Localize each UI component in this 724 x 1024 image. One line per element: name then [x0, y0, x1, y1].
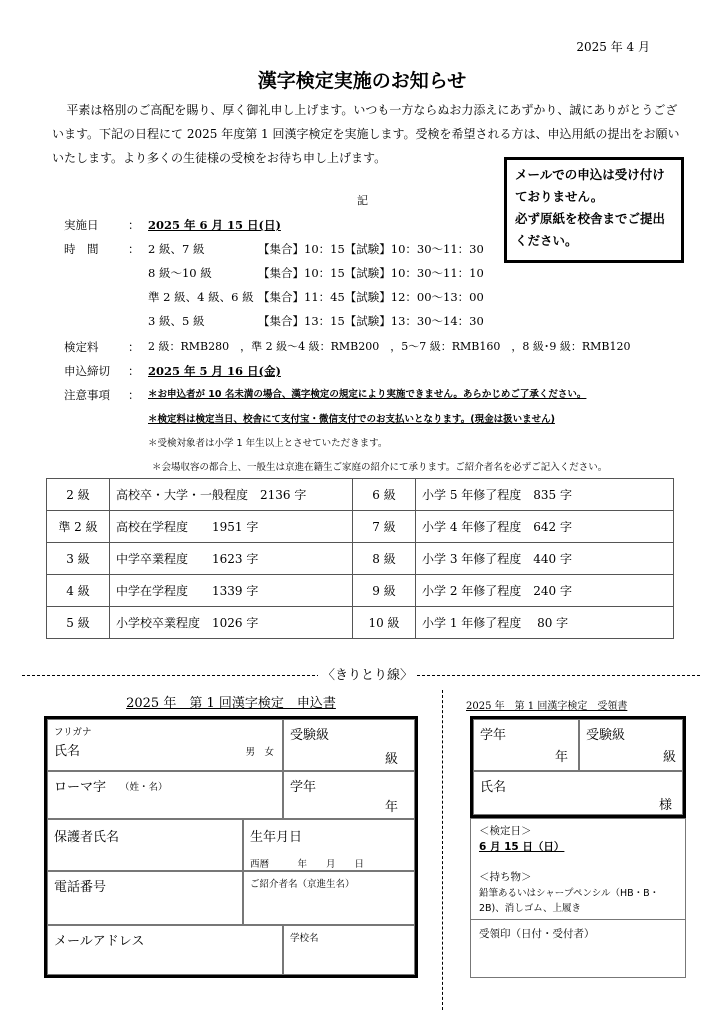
notice-line: ください。 — [515, 233, 578, 248]
receipt-school-year-field[interactable] — [473, 719, 579, 771]
receipt-name-label: 氏名 — [480, 780, 507, 795]
time-label: 時 間 — [64, 242, 99, 256]
level-grade: 5 級 — [47, 607, 110, 639]
kyu-unit: 級 — [384, 752, 398, 767]
guardian-label: 保護者氏名 — [54, 830, 120, 845]
notes-row — [0, 435, 724, 453]
time-row — [0, 312, 724, 330]
notes-row — [0, 386, 724, 404]
romaji-label: ローマ字 — [54, 780, 107, 795]
fee-row — [0, 338, 724, 356]
level-description: 高校在学程度 1951 字 — [110, 511, 353, 543]
cut-label: 〈きりとり線〉 — [318, 664, 417, 683]
romaji-field[interactable] — [47, 771, 283, 819]
email-label: メールアドレス — [54, 934, 145, 949]
receipt-date-heading: ＜検定日＞ — [479, 825, 532, 837]
level-grade: 10 級 — [353, 607, 416, 639]
receipt-items-line: 2B)、消しゴム、上履き — [479, 903, 582, 914]
level-description: 小学 5 年修了程度 835 字 — [416, 479, 674, 511]
levels-table — [46, 478, 674, 639]
table-row — [47, 543, 674, 575]
level-grade: 準 2 級 — [47, 511, 110, 543]
time-grades: 準 2 級、4 級、6 級 — [148, 290, 254, 304]
table-row — [47, 575, 674, 607]
note-item: ＊お申込者が 10 名未満の場合、漢字検定の規定により実施できません。あらかじめご了承ください。 — [148, 389, 587, 400]
receipt-form — [470, 716, 686, 818]
receipt-exam-grade-field[interactable] — [579, 719, 683, 771]
level-description: 小学 3 年修了程度 440 字 — [416, 543, 674, 575]
fee-value: 2 級：RMB280 ，準 2 級～4 級：RMB200 ，5～7 級：RMB160 ，8 級･9 級：RMB120 — [148, 340, 631, 353]
time-row — [0, 240, 724, 258]
email-field[interactable] — [47, 925, 283, 975]
birthday-label: 生年月日 — [250, 830, 303, 845]
exam-date-value: 2025 年 6 月 15 日(日) — [148, 218, 281, 232]
time-grades: 3 級、5 級 — [148, 314, 205, 328]
deadline-label: 申込締切 — [64, 364, 110, 378]
time-grades: 2 級、7 級 — [148, 242, 205, 256]
notes-row — [0, 459, 724, 477]
name-label: 氏名 — [54, 744, 81, 759]
issue-date: 2025 年 4 月 — [576, 40, 650, 54]
name-field[interactable] — [47, 719, 283, 771]
time-slot: 【集合】10：15【試験】10：30～11：30 — [258, 242, 484, 256]
level-grade: 9 級 — [353, 575, 416, 607]
school-name-label: 学校名 — [290, 933, 319, 944]
level-description: 高校卒・大学・一般程度 2136 字 — [110, 479, 353, 511]
furigana-label: フリガナ — [54, 727, 92, 738]
exam-date-row — [0, 216, 724, 234]
level-description: 小学 4 年修了程度 642 字 — [416, 511, 674, 543]
application-title — [46, 692, 416, 711]
fee-label: 検定料 — [64, 340, 99, 354]
level-description: 小学校卒業程度 1026 字 — [110, 607, 353, 639]
colon: ： — [128, 218, 140, 232]
note-item: ＊検定料は検定当日、校舎にて支付宝・微信支付でのお支払いとなります。(現金は扱いません) — [148, 414, 555, 425]
level-grade: 8 級 — [353, 543, 416, 575]
table-row — [47, 479, 674, 511]
level-grade: 7 級 — [353, 511, 416, 543]
receipt-exam-grade-label: 受験級 — [586, 728, 626, 743]
level-description: 中学卒業程度 1623 字 — [110, 543, 353, 575]
exam-grade-label: 受験級 — [290, 728, 330, 743]
level-description: 小学 2 年修了程度 240 字 — [416, 575, 674, 607]
deadline-value: 2025 年 5 月 16 日(金) — [148, 364, 281, 378]
colon: ： — [128, 340, 140, 354]
intro-paragraph: 平素は格別のご高配を賜り、厚く御礼申し上げます。いつも一方ならぬお力添えにあずかり、誠にありがとうございます。下記の日程にて 2025 年度第 1 回漢字検定を実施します。受検を希望される方は、申込用紙の提出をお願いいたします。より多くの生徒様の受検をお待ち申し上げます。 — [52, 103, 680, 165]
note-item: ＊会場収容の都合上、一般生は京進在籍生ご家庭の紹介にて承ります。ご紹介者名を必ずご記入ください。 — [152, 462, 608, 473]
time-row — [0, 264, 724, 282]
table-row — [47, 511, 674, 543]
time-slot: 【集合】10：15【試験】10：30～11：10 — [258, 266, 484, 280]
nen-unit: 年 — [384, 800, 398, 815]
receipt-info — [470, 818, 686, 978]
table-row — [47, 607, 674, 639]
receipt-school-year-label: 学年 — [480, 728, 507, 743]
school-year-label: 学年 — [290, 780, 317, 795]
phone-field[interactable] — [47, 871, 243, 925]
nen-unit: 年 — [554, 750, 568, 765]
sama-suffix: 様 — [658, 798, 672, 813]
level-grade: 2 級 — [47, 479, 110, 511]
exam-date-label: 実施日 — [64, 218, 99, 232]
referrer-field[interactable] — [243, 871, 415, 925]
kyu-unit: 級 — [662, 750, 676, 765]
receipt-date-value: 6 月 15 日（日） — [479, 841, 565, 853]
vertical-cut-line — [442, 690, 443, 1010]
receipt-stamp-field — [470, 919, 686, 978]
exam-grade-field[interactable] — [283, 719, 415, 771]
receipt-title: 2025 年 第 1 回漢字検定 受領書 — [466, 701, 628, 712]
time-row — [0, 288, 724, 306]
colon: ： — [128, 364, 140, 378]
romaji-sub: （姓・名） — [120, 782, 168, 793]
referrer-label: ご紹介者名（京進生名） — [250, 879, 355, 890]
application-form — [44, 716, 418, 978]
school-name-field[interactable] — [283, 925, 415, 975]
notes-label: 注意事項 — [64, 388, 110, 402]
receipt-items-line: 鉛筆あるいはシャープペンシル（HB・B・ — [479, 888, 660, 899]
application-title-text: 2025 年 第 1 回漢字検定 申込書 — [126, 696, 336, 711]
guardian-field[interactable] — [47, 819, 243, 871]
school-year-field[interactable] — [283, 771, 415, 819]
level-grade: 3 級 — [47, 543, 110, 575]
level-description: 小学 1 年修了程度 80 字 — [416, 607, 674, 639]
deadline-row — [0, 362, 724, 380]
phone-label: 電話番号 — [54, 880, 107, 895]
notice-line: メールでの申込は受け付け — [515, 167, 665, 182]
birthday-field[interactable] — [243, 819, 415, 871]
birthday-format: 西暦 年 月 日 — [250, 859, 365, 870]
notice-line: ておりません。 — [515, 189, 604, 204]
level-grade: 6 級 — [353, 479, 416, 511]
colon: ： — [128, 388, 140, 402]
colon: ： — [128, 242, 140, 256]
notes-row — [0, 411, 724, 429]
receipt-stamp-label: 受領印（日付・受付者） — [479, 928, 595, 940]
time-slot: 【集合】13：15【試験】13：30～14：30 — [258, 314, 484, 328]
notice-line: 必ず原紙を校舎までご提出 — [515, 211, 666, 226]
time-slot: 【集合】11：45【試験】12：00～13：00 — [258, 290, 484, 304]
ki-heading: 記 — [357, 194, 368, 207]
level-grade: 4 級 — [47, 575, 110, 607]
page-title: 漢字検定実施のお知らせ — [257, 70, 467, 92]
time-grades: 8 級～10 級 — [148, 266, 212, 280]
level-description: 中学在学程度 1339 字 — [110, 575, 353, 607]
receipt-name-field[interactable] — [473, 771, 683, 815]
note-item: ＊受検対象者は小学 1 年生以上とさせていただきます。 — [148, 438, 388, 449]
gender-options[interactable]: 男 女 — [245, 747, 274, 758]
receipt-items-heading: ＜持ち物＞ — [479, 871, 532, 883]
